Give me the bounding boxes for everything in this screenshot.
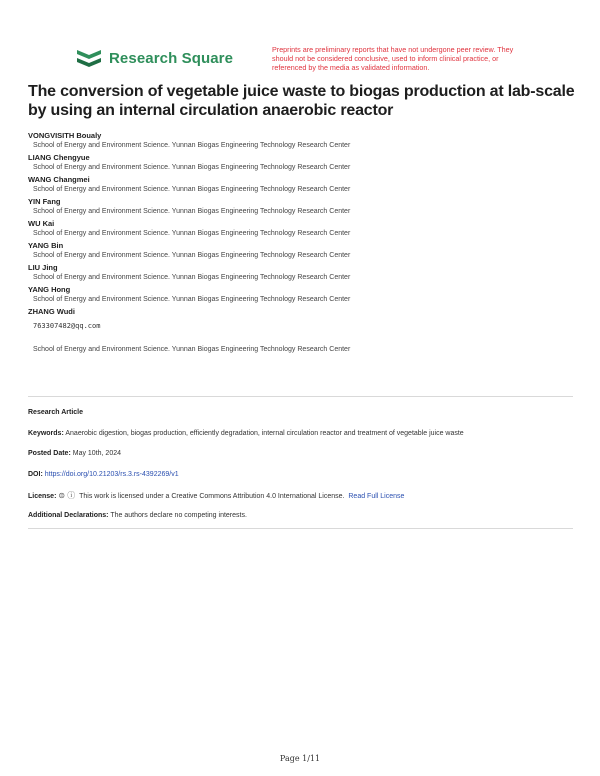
doi-link[interactable]: https://doi.org/10.21203/rs.3.rs-4392269/v1 xyxy=(44,471,179,478)
creative-commons-icon: ⊜ ⓘ xyxy=(58,491,76,500)
corresponding-author-email[interactable]: 763307482@qq.com xyxy=(33,322,101,330)
research-square-logo xyxy=(75,46,233,70)
page-number: Page 1/11 xyxy=(279,754,321,763)
preprint-notice: Preprints are preliminary reports that have not undergone peer review. They should not be considered conclusive, used to inform clinical practice, or referenced by the media as validated information. xyxy=(272,45,514,72)
author-affiliation: School of Energy and Environment Science. Yunnan Biogas Engineering Technology Research Center xyxy=(33,186,351,193)
author-name: YANG Bin xyxy=(28,241,64,250)
author-entry xyxy=(28,131,578,151)
author-name: VONGVISITH Boualy xyxy=(28,131,102,140)
author-affiliation: School of Energy and Environment Science. Yunnan Biogas Engineering Technology Research Center xyxy=(33,142,351,149)
author-entry xyxy=(28,153,578,173)
author-name: YANG Hong xyxy=(28,285,71,294)
author-name: WANG Changmei xyxy=(28,175,90,184)
corresponding-author-name: ZHANG Wudi xyxy=(28,307,75,316)
keywords-value: Anaerobic digestion, biogas production, efficiently degradation, internal circulation reactor and treatment of vegetable juice waste xyxy=(65,430,464,437)
doi-row xyxy=(28,470,578,480)
author-affiliation: School of Energy and Environment Science. Yunnan Biogas Engineering Technology Research Center xyxy=(33,252,351,259)
author-affiliation: School of Energy and Environment Science. Yunnan Biogas Engineering Technology Research Center xyxy=(33,274,351,281)
author-affiliation: School of Energy and Environment Science. Yunnan Biogas Engineering Technology Research Center xyxy=(33,164,351,171)
author-entry xyxy=(28,197,578,217)
doi-label: DOI: xyxy=(28,471,43,478)
author-name: LIU Jing xyxy=(28,263,58,272)
keywords-row xyxy=(28,429,578,439)
posted-date-label: Posted Date: xyxy=(28,450,71,457)
read-full-license-link[interactable]: Read Full License xyxy=(348,493,405,500)
paper-title: The conversion of vegetable juice waste to biogas production at lab-scale by using an internal circulation anaerobic reactor xyxy=(28,83,575,119)
declarations-label: Additional Declarations: xyxy=(28,512,109,519)
license-text: This work is licensed under a Creative Commons Attribution 4.0 International License. xyxy=(79,493,345,500)
license-row xyxy=(28,491,578,502)
author-list xyxy=(28,131,578,357)
corresponding-author-entry xyxy=(28,307,578,355)
author-affiliation: School of Energy and Environment Science. Yunnan Biogas Engineering Technology Research Center xyxy=(33,208,351,215)
author-affiliation: School of Energy and Environment Science. Yunnan Biogas Engineering Technology Research Center xyxy=(33,230,351,237)
article-type-label: Research Article xyxy=(28,409,83,416)
article-type xyxy=(28,408,578,418)
section-divider xyxy=(28,396,573,397)
author-entry xyxy=(28,263,578,283)
declarations-value: The authors declare no competing interests. xyxy=(110,512,247,519)
license-label: License: xyxy=(28,493,57,500)
corresponding-author-affiliation: School of Energy and Environment Science. Yunnan Biogas Engineering Technology Research Center xyxy=(33,346,351,353)
author-affiliation: School of Energy and Environment Science. Yunnan Biogas Engineering Technology Research Center xyxy=(33,296,351,303)
section-divider xyxy=(28,528,573,529)
author-name: WU Kai xyxy=(28,219,55,228)
declarations-row xyxy=(28,511,578,521)
author-entry xyxy=(28,241,578,261)
author-name: LIANG Chengyue xyxy=(28,153,90,162)
author-entry xyxy=(28,175,578,195)
research-square-logo-icon xyxy=(75,46,103,70)
keywords-label: Keywords: xyxy=(28,430,64,437)
logo-text: Research Square xyxy=(109,49,234,67)
author-name: YIN Fang xyxy=(28,197,61,206)
author-entry xyxy=(28,285,578,305)
posted-date-value: May 10th, 2024 xyxy=(72,450,122,457)
author-entry xyxy=(28,219,578,239)
posted-date-row xyxy=(28,449,578,459)
